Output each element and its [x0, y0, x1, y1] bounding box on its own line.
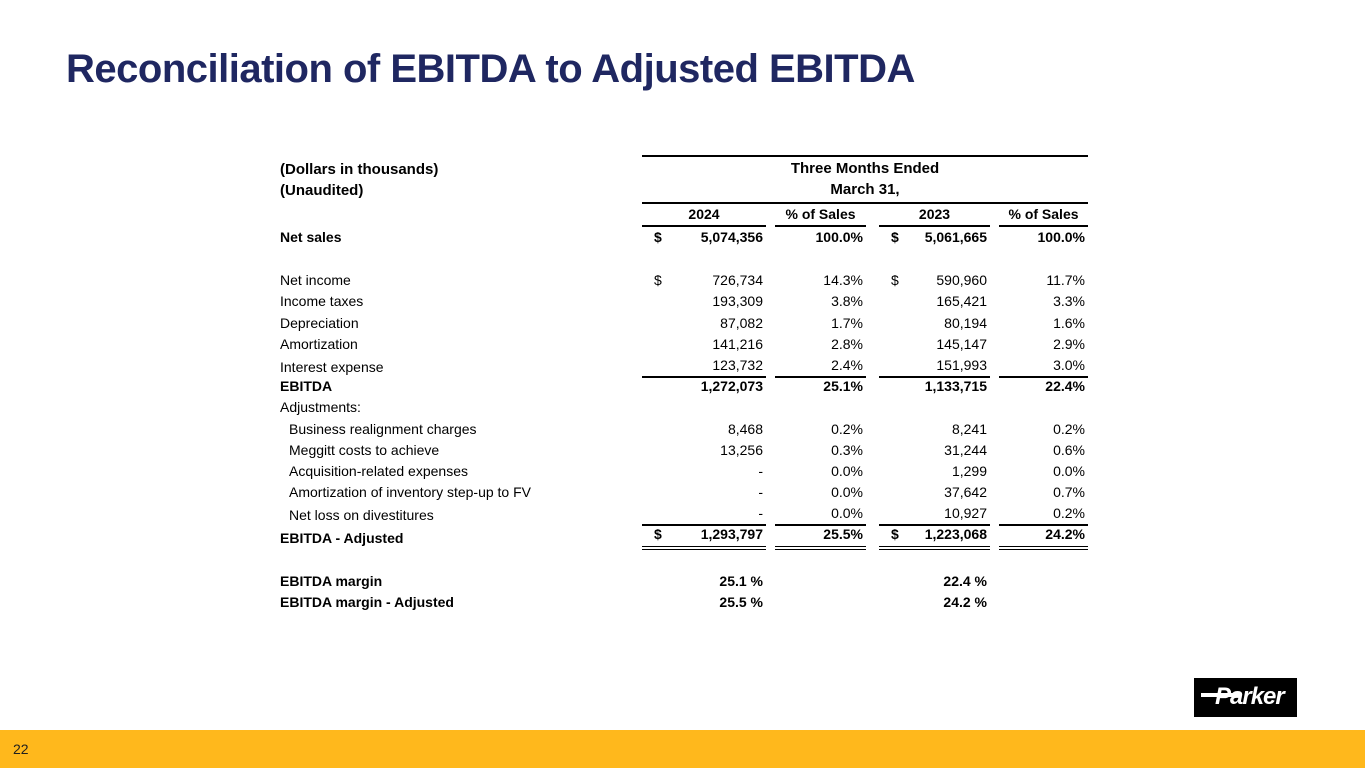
table-row: [280, 376, 1088, 397]
pct-of-sales-2023: 3.0%: [999, 355, 1088, 378]
value-2024: 25.5 %: [719, 593, 763, 610]
row-label: EBITDA margin - Adjusted: [280, 593, 454, 610]
row-label: Income taxes: [280, 293, 364, 310]
column-header-pct-2023: % of Sales: [999, 204, 1088, 227]
table-row: [280, 291, 1088, 312]
value-number: 1,223,068: [924, 526, 987, 543]
value-2024: -: [758, 484, 763, 501]
value-2023: 10,927: [879, 503, 990, 526]
column-header-pct-2024: % of Sales: [775, 204, 866, 227]
value-2023: 8,241: [951, 420, 987, 437]
value-2023: 151,993: [879, 355, 990, 378]
value-2023: [879, 227, 990, 248]
pct-of-sales-2023: 0.2%: [999, 503, 1088, 526]
table-body: [280, 227, 1088, 613]
value-2024: 8,468: [727, 420, 763, 437]
value-2024: 193,309: [712, 293, 763, 310]
dollar-sign: $: [891, 526, 899, 543]
value-number: 1,293,797: [700, 526, 763, 543]
value-2024: 25.1 %: [719, 572, 763, 589]
value-2024: 123,732: [642, 355, 766, 378]
row-label: Business realignment charges: [289, 420, 477, 437]
value-number: 726,734: [712, 272, 763, 289]
row-label: EBITDA: [280, 378, 333, 395]
row-label: Net income: [280, 272, 351, 289]
row-label: Amortization of inventory step-up to FV: [289, 484, 531, 501]
value-2023: 24.2 %: [943, 593, 987, 610]
row-label: Net sales: [280, 229, 342, 245]
pct-of-sales-2024: 14.3%: [823, 272, 863, 289]
pct-of-sales-2024: 100.0%: [815, 229, 863, 245]
pct-of-sales-2024: 0.3%: [831, 441, 863, 458]
table-row: [280, 440, 1088, 461]
row-label: EBITDA margin: [280, 572, 383, 589]
pct-of-sales-2023: 22.4%: [1045, 378, 1085, 395]
value-2023: 31,244: [944, 441, 987, 458]
value-2023: 1,133,715: [924, 378, 987, 395]
row-label: Adjustments:: [280, 399, 361, 416]
value-2024: 141,216: [712, 335, 763, 352]
pct-of-sales-2024: 0.0%: [831, 462, 863, 479]
page-title: Reconciliation of EBITDA to Adjusted EBITDA: [66, 47, 915, 91]
pct-of-sales-2023: 0.6%: [1053, 441, 1085, 458]
pct-of-sales-2024: 25.1%: [823, 378, 863, 395]
column-header-2023: 2023: [879, 204, 990, 227]
table-row: [280, 461, 1088, 482]
value-2024: [642, 524, 766, 549]
ebitda-reconciliation-table: [280, 155, 1088, 613]
value-number: 5,074,356: [700, 229, 763, 245]
value-2023: 37,642: [944, 484, 987, 501]
period-header: [642, 155, 1088, 204]
pct-of-sales-2023: 2.9%: [1053, 335, 1085, 352]
value-number: 590,960: [936, 272, 987, 289]
value-2024: [642, 270, 766, 291]
pct-of-sales-2024: 1.7%: [831, 314, 863, 331]
footer-bar: [0, 730, 1365, 768]
pct-of-sales-2023: 24.2%: [999, 524, 1088, 549]
row-label: Acquisition-related expenses: [289, 462, 468, 479]
table-row: [280, 355, 1088, 376]
row-label: Meggitt costs to achieve: [289, 441, 440, 458]
table-left-header: [280, 155, 642, 204]
pct-of-sales-2024: 0.2%: [831, 420, 863, 437]
value-2024: [642, 227, 766, 248]
table-spacer: [280, 248, 1088, 270]
dollar-sign: $: [891, 229, 899, 245]
pct-of-sales-2024: 2.8%: [831, 335, 863, 352]
pct-of-sales-2023: 0.0%: [1053, 462, 1085, 479]
value-2024: 1,272,073: [700, 378, 763, 395]
period-line-1: Three Months Ended: [790, 160, 940, 177]
column-header-2024: 2024: [642, 204, 766, 227]
dollar-sign: $: [654, 526, 662, 543]
pct-of-sales-2023: 0.7%: [1053, 484, 1085, 501]
table-row: [280, 397, 1088, 418]
value-2023: 145,147: [936, 335, 987, 352]
parker-logo-text: Parker: [1215, 683, 1284, 710]
row-label: Depreciation: [280, 314, 359, 331]
value-2023: [879, 524, 990, 549]
value-2024: -: [642, 503, 766, 526]
value-2024: 13,256: [720, 441, 763, 458]
table-row: [280, 571, 1088, 592]
row-label: Interest expense: [280, 358, 384, 375]
table-row: [280, 503, 1088, 524]
value-2023: [879, 270, 990, 291]
dollar-sign: $: [654, 272, 662, 289]
period-line-2: March 31,: [830, 181, 900, 198]
table-row: [280, 524, 1088, 545]
dollar-sign: $: [654, 229, 662, 245]
pct-of-sales-2023: 0.2%: [1053, 420, 1085, 437]
pct-of-sales-2024: 3.8%: [831, 293, 863, 310]
value-2023: 22.4 %: [943, 572, 987, 589]
table-row: [280, 227, 1088, 248]
parker-logo: [1194, 678, 1297, 717]
value-2023: 165,421: [936, 293, 987, 310]
pct-of-sales-2023: 100.0%: [1037, 229, 1085, 245]
value-number: 5,061,665: [924, 229, 987, 245]
table-row: [280, 419, 1088, 440]
dollars-in-thousands-label: (Dollars in thousands): [280, 161, 439, 178]
table-header-block: [280, 155, 1088, 204]
value-2024: 87,082: [720, 314, 763, 331]
value-2024: -: [758, 462, 763, 479]
value-2023: 1,299: [951, 462, 987, 479]
table-row: [280, 313, 1088, 334]
table-row: [280, 482, 1088, 503]
value-2023: 80,194: [944, 314, 987, 331]
row-label: EBITDA - Adjusted: [280, 530, 404, 547]
pct-of-sales-2023: 1.6%: [1053, 314, 1085, 331]
table-row: [280, 270, 1088, 291]
pct-of-sales-2023: 3.3%: [1053, 293, 1085, 310]
page-number: 22: [13, 741, 29, 757]
pct-of-sales-2024: 0.0%: [775, 503, 866, 526]
pct-of-sales-2024: 25.5%: [775, 524, 866, 549]
table-row: [280, 334, 1088, 355]
table-row: [280, 592, 1088, 613]
row-label: Amortization: [280, 335, 358, 352]
pct-of-sales-2023: 11.7%: [1046, 272, 1085, 289]
pct-of-sales-2024: 2.4%: [775, 355, 866, 378]
dollar-sign: $: [891, 272, 899, 289]
column-header-row: [280, 204, 1088, 227]
pct-of-sales-2024: 0.0%: [831, 484, 863, 501]
row-label: Net loss on divestitures: [289, 507, 434, 524]
unaudited-label: (Unaudited): [280, 182, 364, 199]
